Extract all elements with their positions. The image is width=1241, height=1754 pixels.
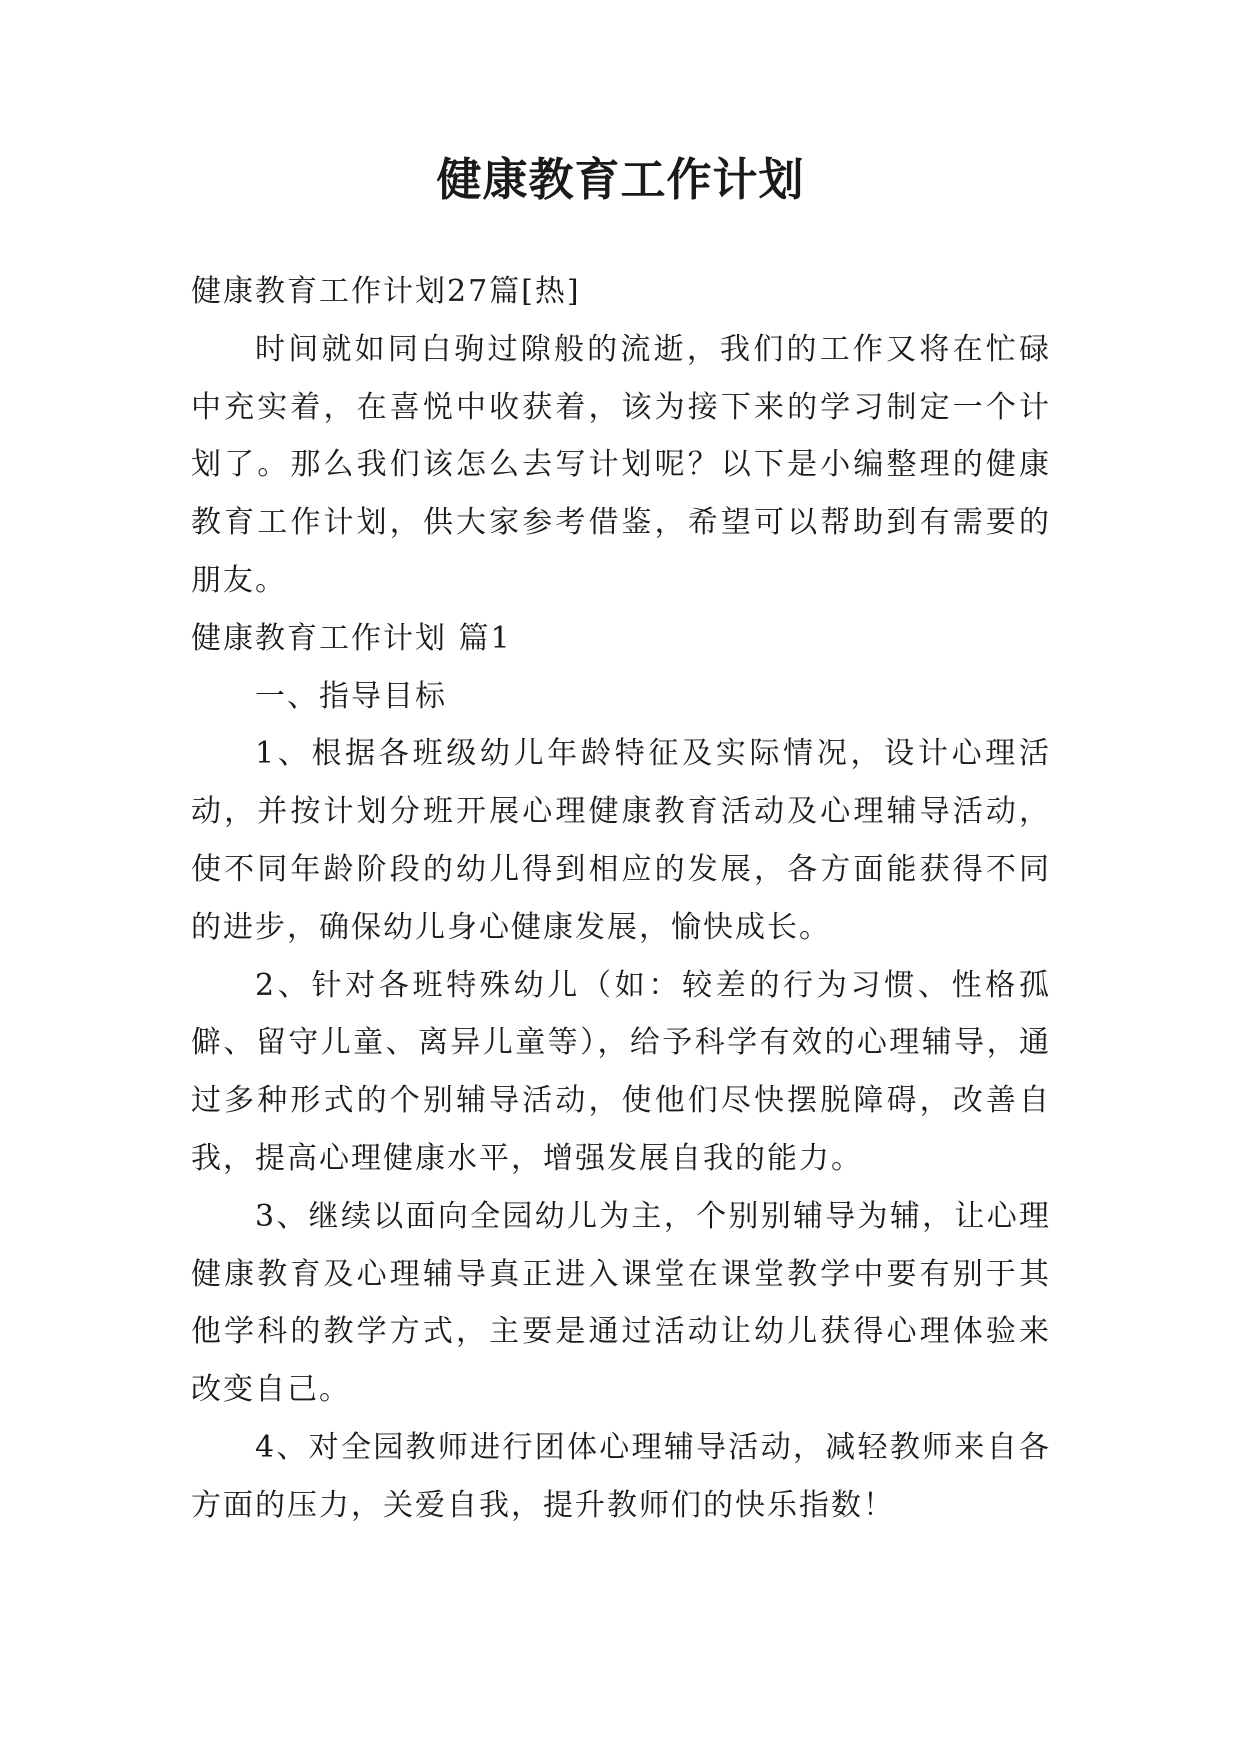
goal-item-1: 1、根据各班级幼儿年龄特征及实际情况，设计心理活动，并按计划分班开展心理健康教育活动及心理辅导活动，使不同年龄阶段的幼儿得到相应的发展，各方面能获得不同的进步，确保幼儿身心健康发展，愉快成长。 (191, 736, 1051, 945)
document-body (191, 263, 1051, 1535)
intro-paragraph: 时间就如同白驹过隙般的流逝，我们的工作又将在忙碌中充实着，在喜悦中收获着，该为接下来的学习制定一个计划了。那么我们该怎么去写计划呢？以下是小编整理的健康教育工作计划，供大家参考借鉴，希望可以帮助到有需要的朋友。 (191, 331, 1051, 598)
section-heading: 健康教育工作计划 篇1 (191, 620, 512, 656)
goal-item-3: 3、继续以面向全园幼儿为主，个别别辅导为辅，让心理健康教育及心理辅导真正进入课堂在课堂教学中要有别于其他学科的教学方式，主要是通过活动让幼儿获得心理体验来改变自己。 (191, 1198, 1051, 1408)
document-title: 健康教育工作计划 (436, 153, 805, 206)
document-subtitle: 健康教育工作计划27篇[热] (191, 274, 581, 309)
sub-heading: 一、指导目标 (255, 678, 447, 714)
goal-item-4: 4、对全园教师进行团体心理辅导活动，减轻教师来自各方面的压力，关爱自我，提升教师们的快乐指数！ (191, 1429, 1051, 1523)
goal-item-2: 2、针对各班特殊幼儿（如：较差的行为习惯、性格孤僻、留守儿童、离异儿童等），给予科学有效的心理辅导，通过多种形式的个别辅导活动，使他们尽快摆脱障碍，改善自我，提高心理健康水平，增强发展自我的能力。 (191, 967, 1051, 1176)
